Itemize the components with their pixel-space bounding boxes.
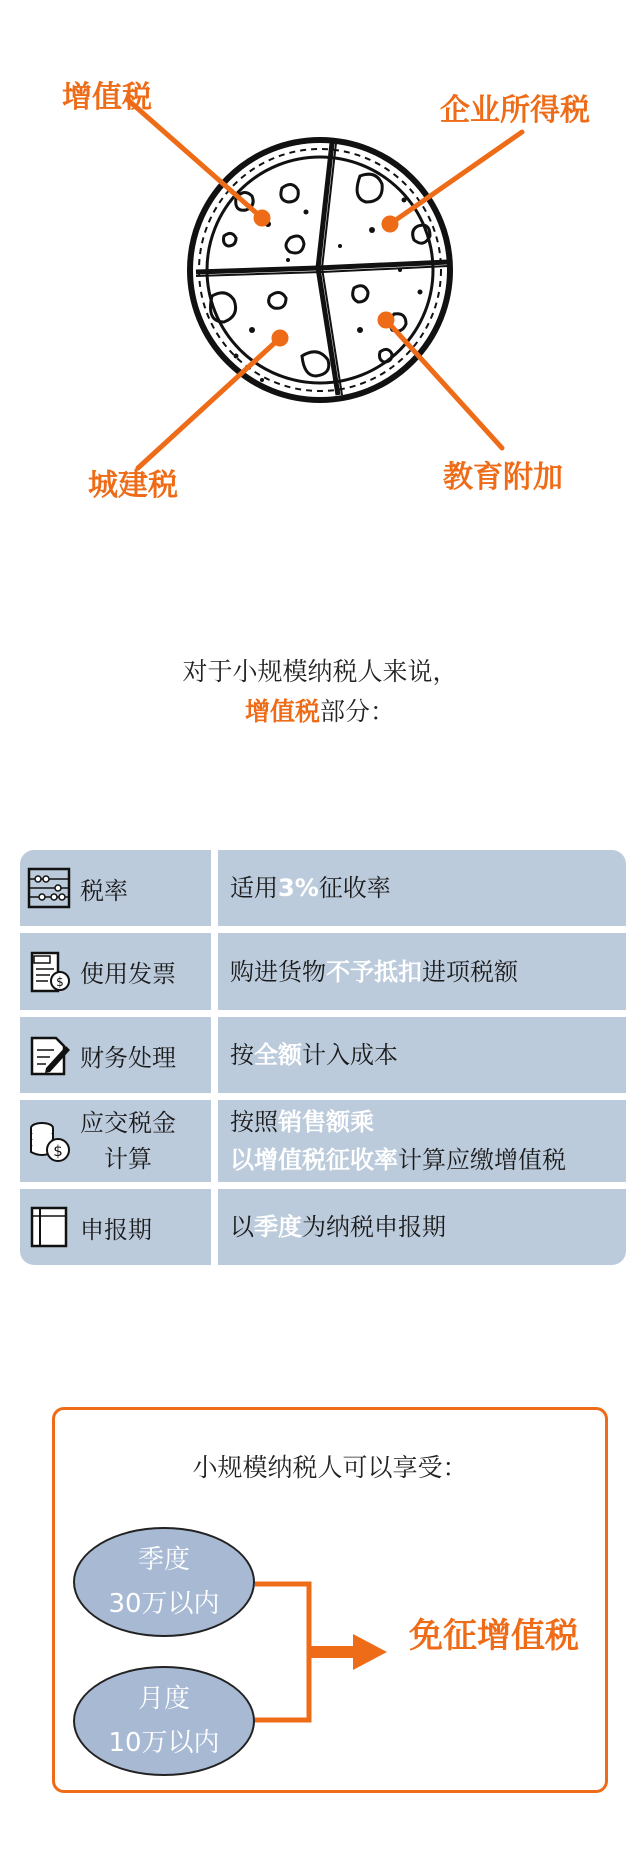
- benefit-title: 小规模纳税人可以享受：: [192, 1453, 468, 1482]
- content-line: [230, 1141, 626, 1179]
- table-row-label: [20, 850, 211, 926]
- content-text: 计入成本: [302, 1041, 398, 1069]
- table-row-content: [218, 1189, 626, 1265]
- intro-highlight: 增值税: [244, 697, 320, 726]
- label-line: 应交税金: [80, 1109, 176, 1137]
- intro-line-1: 对于小规模纳税人来说，: [182, 657, 458, 686]
- content-highlight: 以增值税征收率: [230, 1146, 398, 1174]
- table-row-label-text: 财务处理: [80, 1043, 176, 1072]
- pie-label-vat: 增值税: [62, 80, 152, 115]
- vat-details-table: [20, 850, 626, 1265]
- pie-label-education-surcharge: 教育附加: [443, 460, 563, 495]
- result-text: 免征增值税: [409, 1616, 579, 1656]
- ellipse-line: 月度: [137, 1684, 190, 1714]
- table-row-label-text: 使用发票: [80, 960, 176, 988]
- table-row-label: [20, 933, 211, 1010]
- table-row-content: [218, 933, 626, 1010]
- coins-icon: [26, 1118, 72, 1164]
- abacus-icon: [26, 865, 72, 911]
- invoice-icon: [26, 949, 72, 995]
- pie-label-urban-construction-tax: 城建税: [88, 468, 178, 503]
- ellipse-line: 30万以内: [108, 1589, 220, 1619]
- content-text: 适用: [230, 874, 278, 902]
- table-row-content: [218, 1017, 626, 1093]
- ellipse-line: 季度: [137, 1545, 190, 1575]
- benefit-box: [52, 1407, 608, 1793]
- content-line: [230, 1103, 626, 1141]
- content-highlight: 季度: [254, 1213, 302, 1241]
- label-line: 计算: [104, 1145, 152, 1173]
- content-text: 按: [230, 1041, 254, 1069]
- table-row-label: [20, 1100, 211, 1182]
- table-row-label: [20, 1017, 211, 1093]
- intro-line-2: [0, 692, 640, 732]
- content-text: 征收率: [318, 874, 391, 902]
- content-text: 按照: [230, 1108, 278, 1136]
- content-text: 为纳税申报期: [302, 1213, 446, 1241]
- content-text: 进项税额: [422, 957, 518, 986]
- table-row-label-text: 申报期: [80, 1215, 152, 1244]
- content-text: 以: [230, 1213, 254, 1241]
- table-row-label-text: [80, 1105, 176, 1177]
- svg-text:$: $: [56, 974, 64, 989]
- content-highlight: 销售额乘: [278, 1108, 374, 1136]
- month-threshold-ellipse: [73, 1666, 255, 1776]
- table-row-label-text: 税率: [80, 876, 128, 905]
- content-highlight: 全额: [254, 1041, 302, 1069]
- content-highlight: 不予抵扣: [326, 957, 422, 986]
- table-row-label: [20, 1189, 211, 1265]
- quarter-threshold-ellipse: [73, 1527, 255, 1637]
- table-row-content: [218, 1100, 626, 1182]
- pie-label-corporate-income-tax: 企业所得税: [440, 93, 590, 128]
- content-highlight: 3%: [278, 874, 319, 902]
- calendar-book-icon: [26, 1204, 72, 1250]
- table-row-content: [218, 850, 626, 926]
- intro-rest: 部分：: [320, 697, 396, 726]
- bracket-arrow-icon: [253, 1560, 413, 1740]
- ellipse-line: 10万以内: [108, 1728, 220, 1758]
- document-edit-icon: [26, 1032, 72, 1078]
- svg-text:$: $: [53, 1142, 63, 1160]
- content-text: 计算应缴增值税: [398, 1146, 566, 1174]
- content-text: 购进货物: [230, 957, 326, 986]
